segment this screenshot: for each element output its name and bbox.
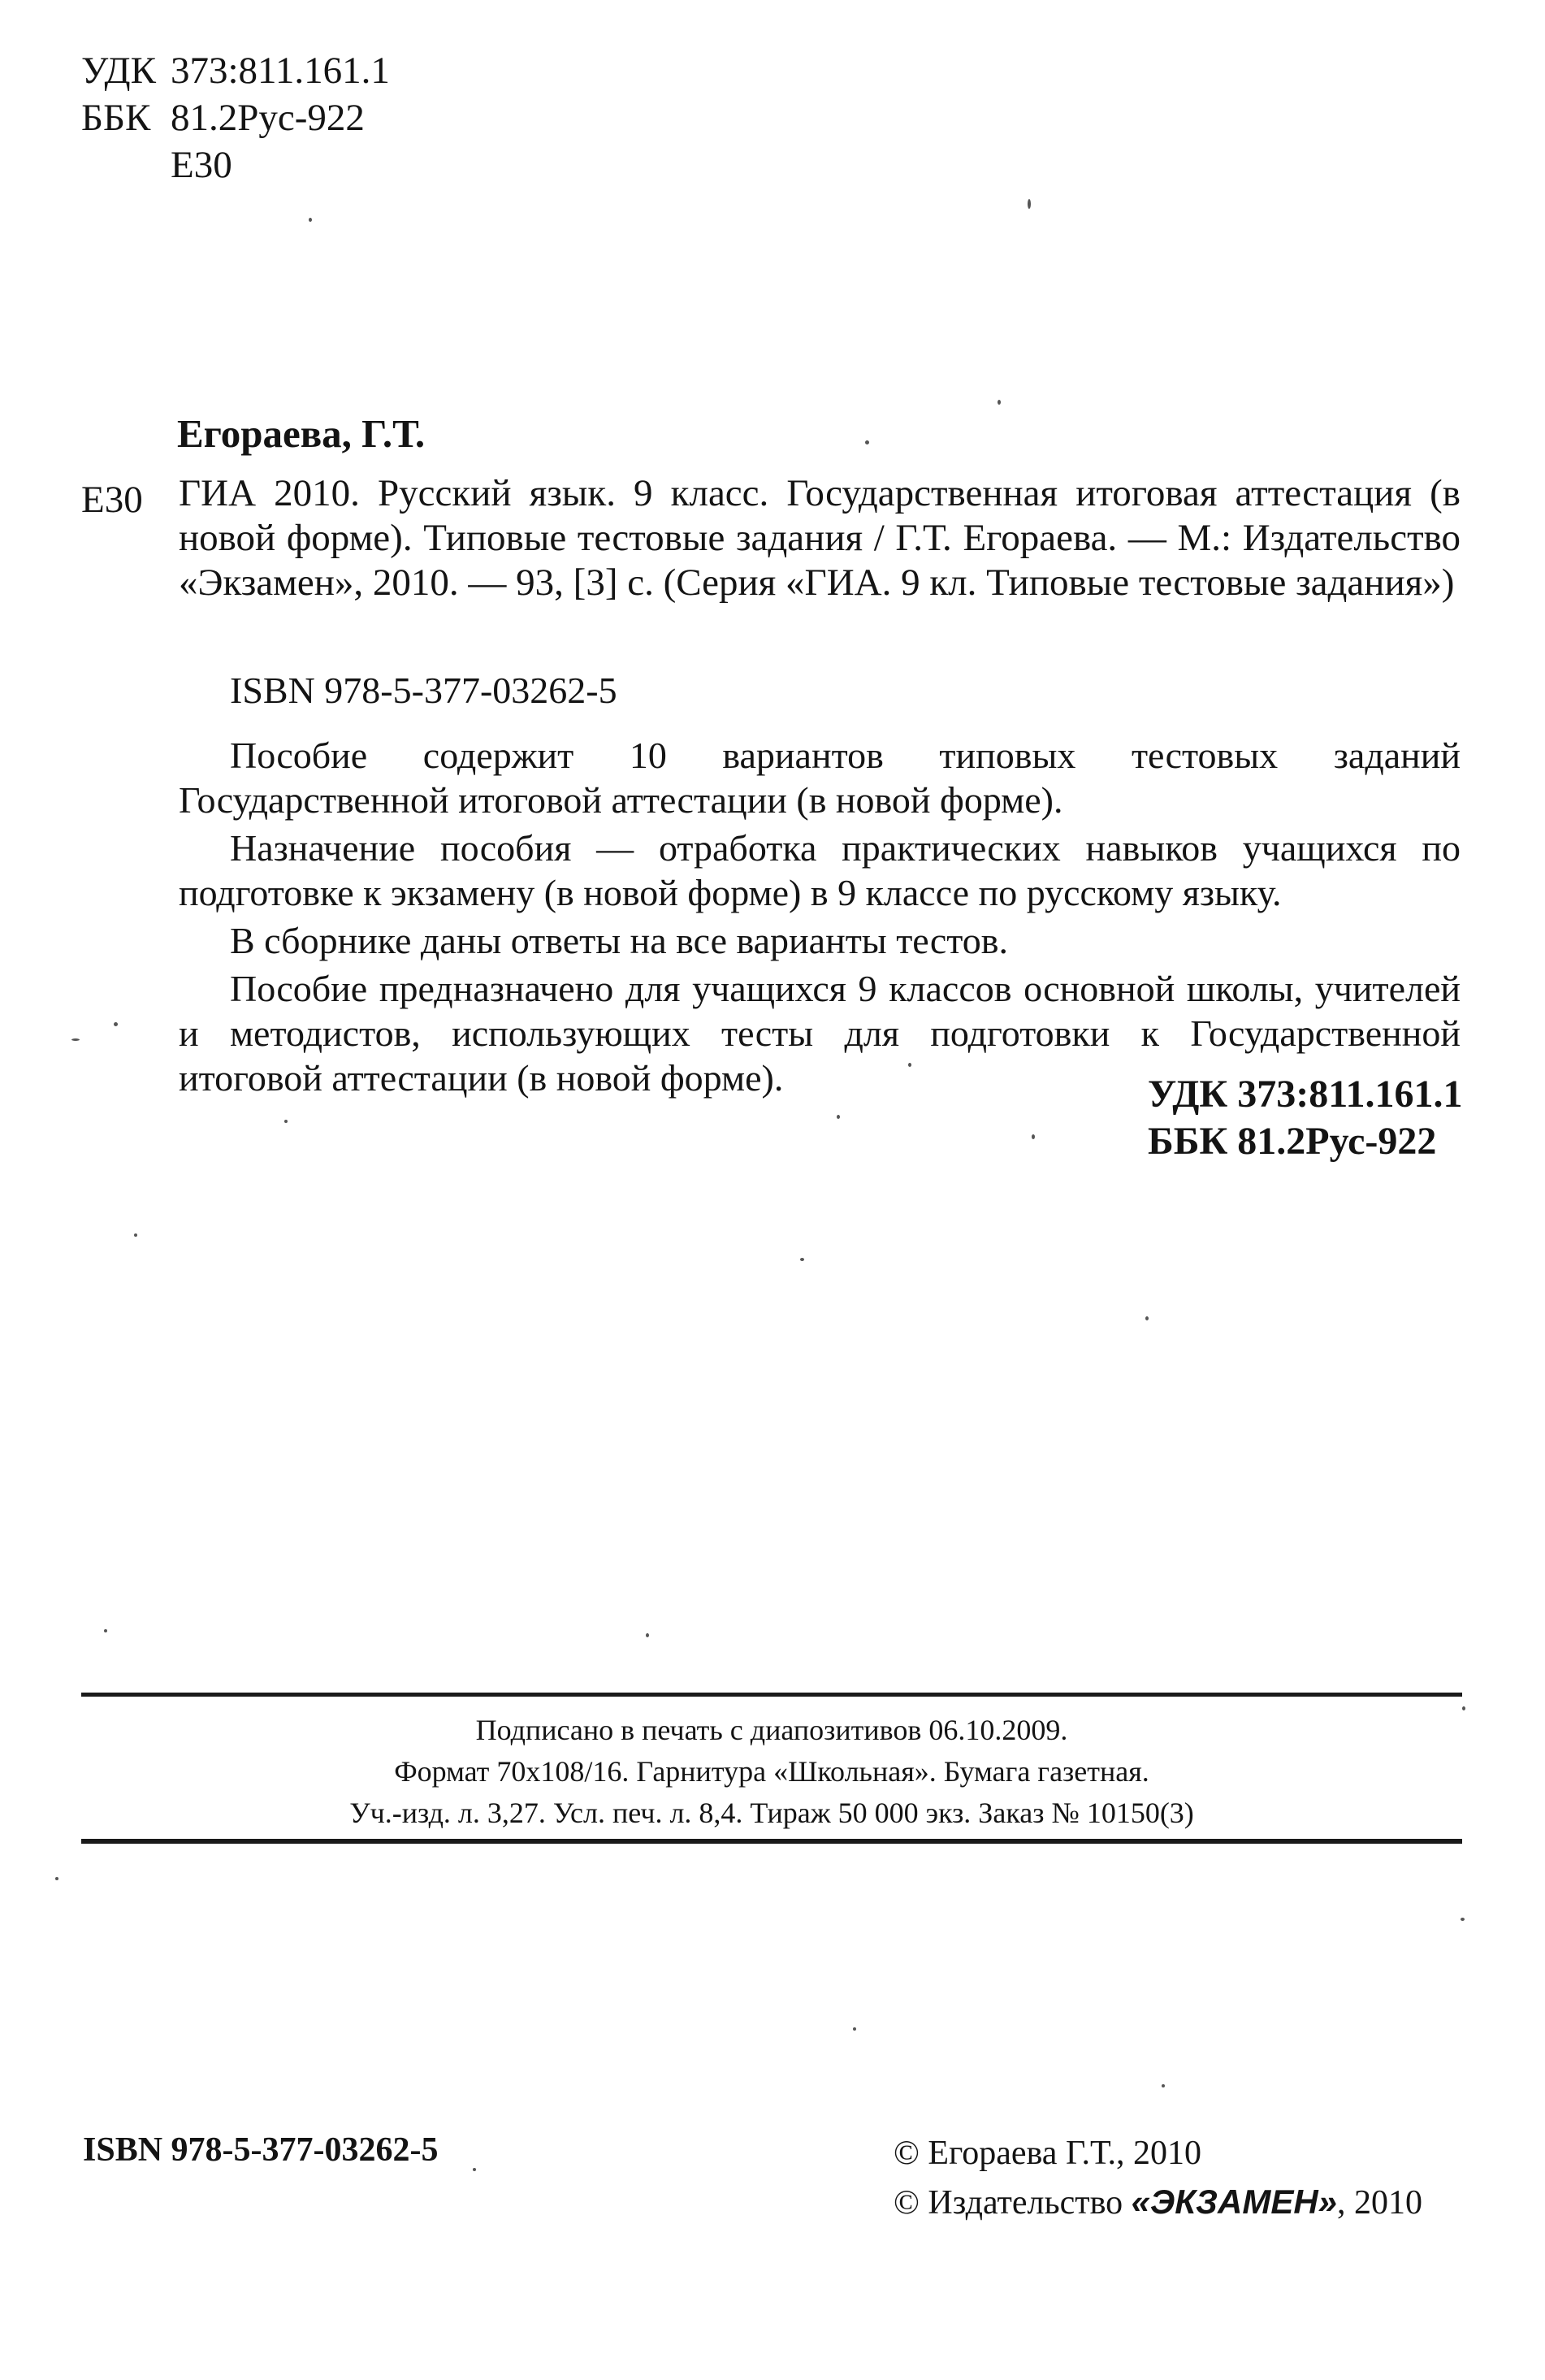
bibliographic-description	[179, 471, 1461, 605]
copyright-publisher	[894, 2178, 1422, 2227]
scan-speck	[71, 1038, 80, 1041]
imprint-line: Формат 70х108/16. Гарнитура «Школьная». Бумага газетная.	[394, 1755, 1149, 1788]
scan-speck	[908, 1063, 911, 1067]
scan-speck	[1462, 1706, 1465, 1710]
scan-speck	[1028, 199, 1031, 209]
scan-speck	[1145, 1316, 1149, 1320]
scan-speck	[104, 1629, 107, 1632]
scan-speck	[1461, 1918, 1465, 1921]
scan-speck	[800, 1258, 804, 1261]
classification-codes	[81, 47, 390, 189]
scan-speck	[1032, 1134, 1035, 1139]
scan-speck	[865, 440, 869, 444]
imprint-block	[81, 1710, 1462, 1834]
annotation-paragraph: Назначение пособия — отработка практических навыков учащихся по подготовке к экзамену (в новой форме) в 9 классе по русскому языку.	[179, 827, 1461, 913]
udk-row	[81, 47, 390, 94]
bbk-row	[81, 94, 390, 141]
scan-speck	[309, 218, 312, 222]
scan-speck	[646, 1633, 649, 1637]
bbk-code: ББК 81.2Рус-922	[1148, 1120, 1437, 1163]
scan-speck	[114, 1022, 118, 1026]
udk-label: УДК	[81, 50, 156, 92]
record-author-mark: Е30	[81, 479, 143, 521]
scan-speck	[55, 1877, 58, 1880]
annotation	[179, 733, 1461, 1103]
description-text: ГИА 2010. Русский язык. 9 класс. Государственная итоговая аттестация (в новой форме). Типовые тестовые задания / Г.Т. Егораева. — М.: Издательство «Экзамен», 2010. — 93, [3] с. (Серия «ГИА. 9 кл. Типовые тестовые задания»)	[179, 472, 1461, 604]
copyright-author: © Егораева Г.Т., 2010	[894, 2135, 1201, 2172]
scan-speck	[473, 2168, 476, 2171]
udk-code: УДК 373:811.161.1	[1148, 1073, 1463, 1116]
bbk-label: ББК	[81, 97, 151, 139]
scan-speck	[998, 400, 1001, 405]
copyright-publisher-prefix: © Издательство	[894, 2184, 1132, 2222]
annotation-paragraph: В сборнике даны ответы на все варианты тестов.	[230, 920, 1009, 961]
author-mark: Е30	[171, 144, 232, 186]
udk-value: 373:811.161.1	[171, 50, 390, 92]
record-isbn: ISBN 978-5-377-03262-5	[230, 670, 617, 711]
scan-speck	[837, 1115, 840, 1119]
scan-speck	[134, 1233, 137, 1237]
author-heading: Егораева, Г.Т.	[177, 411, 426, 456]
copyright-publisher-year: , 2010	[1337, 2184, 1423, 2222]
bbk-value: 81.2Рус-922	[171, 97, 365, 139]
publisher-name: «ЭКЗАМЕН»	[1131, 2183, 1338, 2221]
imprint-top-rule	[81, 1693, 1462, 1697]
scan-speck	[853, 2027, 856, 2031]
annotation-paragraph: Пособие содержит 10 вариантов типовых тестовых заданий Государственной итоговой аттестации (в новой форме).	[179, 735, 1461, 821]
imprint-line: Подписано в печать с диапозитивов 06.10.2009.	[475, 1714, 1068, 1746]
copyright-block	[894, 2129, 1422, 2227]
footer-isbn: ISBN 978-5-377-03262-5	[83, 2131, 439, 2169]
scan-speck	[1162, 2084, 1165, 2087]
scan-speck	[284, 1120, 288, 1123]
codes-right	[1148, 1071, 1463, 1165]
imprint-line: Уч.-изд. л. 3,27. Усл. печ. л. 8,4. Тираж 50 000 экз. Заказ № 10150(3)	[349, 1797, 1194, 1829]
author-mark-row	[81, 141, 390, 189]
imprint-bottom-rule	[81, 1839, 1462, 1844]
annotation-paragraph: Пособие предназначено для учащихся 9 классов основной школы, учителей и методистов, использующих тесты для подготовки к Государственной итоговой аттестации (в новой форме).	[179, 968, 1461, 1099]
